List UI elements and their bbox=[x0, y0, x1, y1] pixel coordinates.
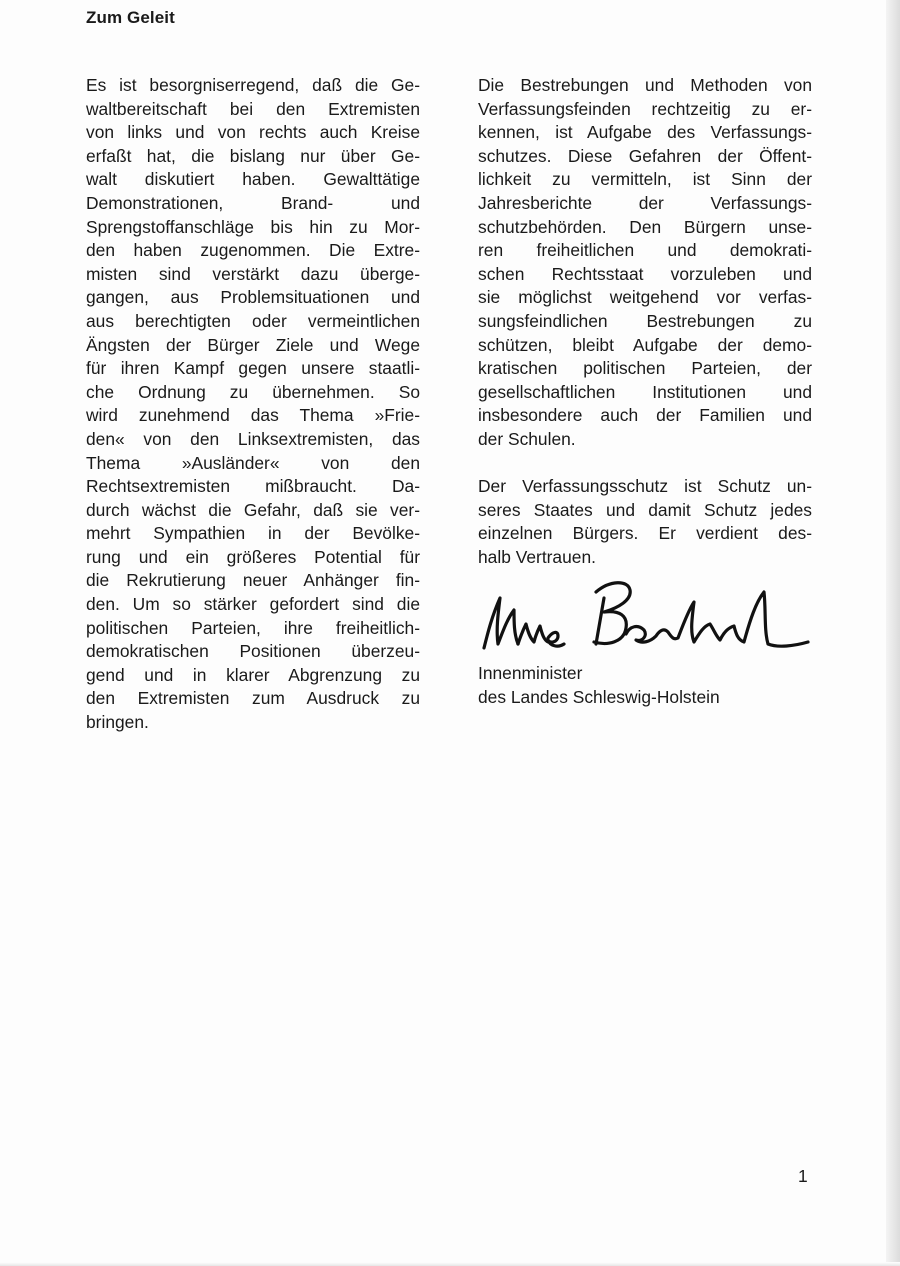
text-line: lichkeit zu vermitteln, ist Sinn der bbox=[478, 169, 812, 190]
signer-state: des Landes Schleswig-Holstein bbox=[478, 686, 720, 707]
text-line: Der Verfassungsschutz ist Schutz un- bbox=[478, 476, 812, 497]
text-line: den« von den Linksextremisten, das bbox=[86, 428, 420, 449]
handwritten-signature bbox=[478, 572, 818, 664]
text-line: Sprengstoffanschläge bis hin zu Mor- bbox=[86, 216, 420, 237]
text-line: einzelnen Bürgers. Er verdient des- bbox=[478, 523, 812, 544]
paragraph-gap bbox=[478, 452, 812, 476]
signer-title: Innenminister bbox=[478, 663, 583, 683]
text-line: der Schulen. bbox=[478, 428, 576, 449]
page-number: 1 bbox=[798, 1166, 808, 1186]
text-line: aus berechtigten oder vermeintlichen bbox=[86, 310, 420, 331]
text-line: den. Um so stärker gefordert sind die bbox=[86, 594, 420, 615]
text-line: schen Rechtsstaat vorzuleben und bbox=[478, 263, 812, 284]
text-line: den haben zugenommen. Die Extre- bbox=[86, 240, 420, 261]
text-line: politischen Parteien, ihre freiheitlich- bbox=[86, 617, 420, 638]
text-line: gangen, aus Problemsituationen und bbox=[86, 287, 420, 308]
text-line: che Ordnung zu übernehmen. So bbox=[86, 381, 420, 402]
text-line: von links und von rechts auch Kreise bbox=[86, 122, 420, 143]
text-line: schutzbehörden. Den Bürgern unse- bbox=[478, 216, 812, 237]
text-line: insbesondere auch der Familien und bbox=[478, 405, 812, 426]
text-line: seres Staates und damit Schutz jedes bbox=[478, 499, 812, 520]
text-line: sie möglichst weitgehend vor verfas- bbox=[478, 287, 812, 308]
text-line: wird zunehmend das Thema »Frie- bbox=[86, 405, 420, 426]
text-line: gend und in klarer Abgrenzung zu bbox=[86, 664, 420, 685]
signer-block bbox=[478, 662, 720, 709]
text-line: walt diskutiert haben. Gewalttätige bbox=[86, 169, 420, 190]
page-edge-shadow bbox=[886, 0, 900, 1266]
text-line: Es ist besorgniserregend, daß die Ge- bbox=[86, 75, 420, 95]
text-line: halb Vertrauen. bbox=[478, 546, 596, 567]
text-line: Verfassungsfeinden rechtzeitig zu er- bbox=[478, 98, 812, 119]
text-line: kratischen politischen Parteien, der bbox=[478, 358, 812, 379]
text-line: kennen, ist Aufgabe des Verfassungs- bbox=[478, 122, 812, 143]
text-line: Thema »Ausländer« von den bbox=[86, 452, 420, 473]
text-line: rung und ein größeres Potential für bbox=[86, 546, 420, 567]
text-line: Rechtsextremisten mißbraucht. Da- bbox=[86, 476, 420, 497]
text-line: schützen, bleibt Aufgabe der demo- bbox=[478, 334, 812, 355]
text-line: die Rekrutierung neuer Anhänger fin- bbox=[86, 570, 420, 591]
text-line: sungsfeindlichen Bestrebungen zu bbox=[478, 310, 812, 331]
text-line: Demonstrationen, Brand- und bbox=[86, 192, 420, 213]
text-line: schutzes. Diese Gefahren der Öffent- bbox=[478, 145, 812, 166]
text-line: erfaßt hat, die bislang nur über Ge- bbox=[86, 145, 420, 166]
text-line: ren freiheitlichen und demokrati- bbox=[478, 240, 812, 261]
page-heading: Zum Geleit bbox=[86, 8, 175, 27]
text-line: waltbereitschaft bei den Extremisten bbox=[86, 98, 420, 119]
text-line: bringen. bbox=[86, 712, 149, 733]
right-column bbox=[478, 74, 812, 569]
text-line: mehrt Sympathien in der Bevölke- bbox=[86, 523, 420, 544]
text-line: Die Bestrebungen und Methoden von bbox=[478, 75, 812, 95]
text-line: den Extremisten zum Ausdruck zu bbox=[86, 688, 420, 709]
text-line: für ihren Kampf gegen unsere staatli- bbox=[86, 358, 420, 379]
text-line: gesellschaftlichen Institutionen und bbox=[478, 381, 812, 402]
text-line: misten sind verstärkt dazu überge- bbox=[86, 263, 420, 284]
page-bottom-edge bbox=[0, 1262, 900, 1266]
text-line: Jahresberichte der Verfassungs- bbox=[478, 192, 812, 213]
left-column bbox=[86, 74, 420, 735]
text-line: demokratischen Positionen überzeu- bbox=[86, 641, 420, 662]
text-line: durch wächst die Gefahr, daß sie ver- bbox=[86, 499, 420, 520]
text-line: Ängsten der Bürger Ziele und Wege bbox=[86, 334, 420, 355]
